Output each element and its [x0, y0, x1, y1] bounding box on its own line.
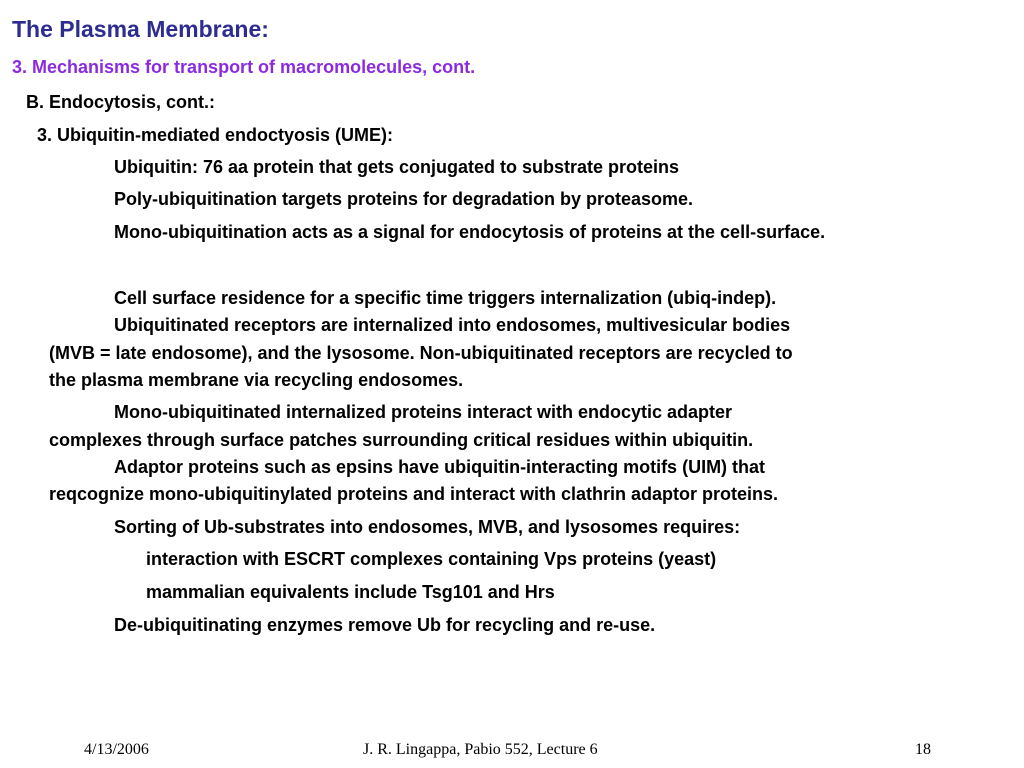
body-line: Poly-ubiquitination targets proteins for degradation by proteasome. [114, 189, 694, 209]
footer-page-number: 18 [915, 741, 931, 758]
body-line: the plasma membrane via recycling endosomes. [49, 370, 464, 390]
body-line: Mono-ubiquitination acts as a signal for endocytosis of proteins at the cell-surface. [114, 222, 826, 242]
footer-course: J. R. Lingappa, Pabio 552, Lecture 6 [363, 741, 598, 758]
body-line: Ubiquitinated receptors are internalized into endosomes, multivesicular bodies [114, 315, 791, 335]
body-line: mammalian equivalents include Tsg101 and Hrs [146, 582, 555, 602]
body-line: Sorting of Ub-substrates into endosomes, MVB, and lysosomes requires: [114, 517, 741, 537]
body-line: Ubiquitin: 76 aa protein that gets conjugated to substrate proteins [114, 157, 680, 177]
body-line: Cell surface residence for a specific time triggers internalization (ubiq-indep). [114, 288, 777, 308]
body-line: complexes through surface patches surrounding critical residues within ubiquitin. [49, 430, 754, 450]
body-line: (MVB = late endosome), and the lysosome. Non-ubiquitinated receptors are recycled to [49, 343, 793, 363]
footer-date: 4/13/2006 [84, 741, 149, 758]
body-line: Adaptor proteins such as epsins have ubiquitin-interacting motifs (UIM) that [114, 457, 766, 477]
body-line: interaction with ESCRT complexes containing Vps proteins (yeast) [146, 549, 717, 569]
body-line: reqcognize mono-ubiquitinylated proteins and interact with clathrin adaptor proteins. [49, 484, 779, 504]
section-heading: B. Endocytosis, cont.: [26, 92, 216, 112]
slide-title: The Plasma Membrane: [12, 16, 269, 42]
body-line: De-ubiquitinating enzymes remove Ub for recycling and re-use. [114, 615, 656, 635]
subsection-heading: 3. Ubiquitin-mediated endoctyosis (UME): [37, 125, 394, 145]
slide-subtitle: 3. Mechanisms for transport of macromolecules, cont. [12, 57, 476, 77]
body-line: Mono-ubiquitinated internalized proteins interact with endocytic adapter [114, 402, 733, 422]
